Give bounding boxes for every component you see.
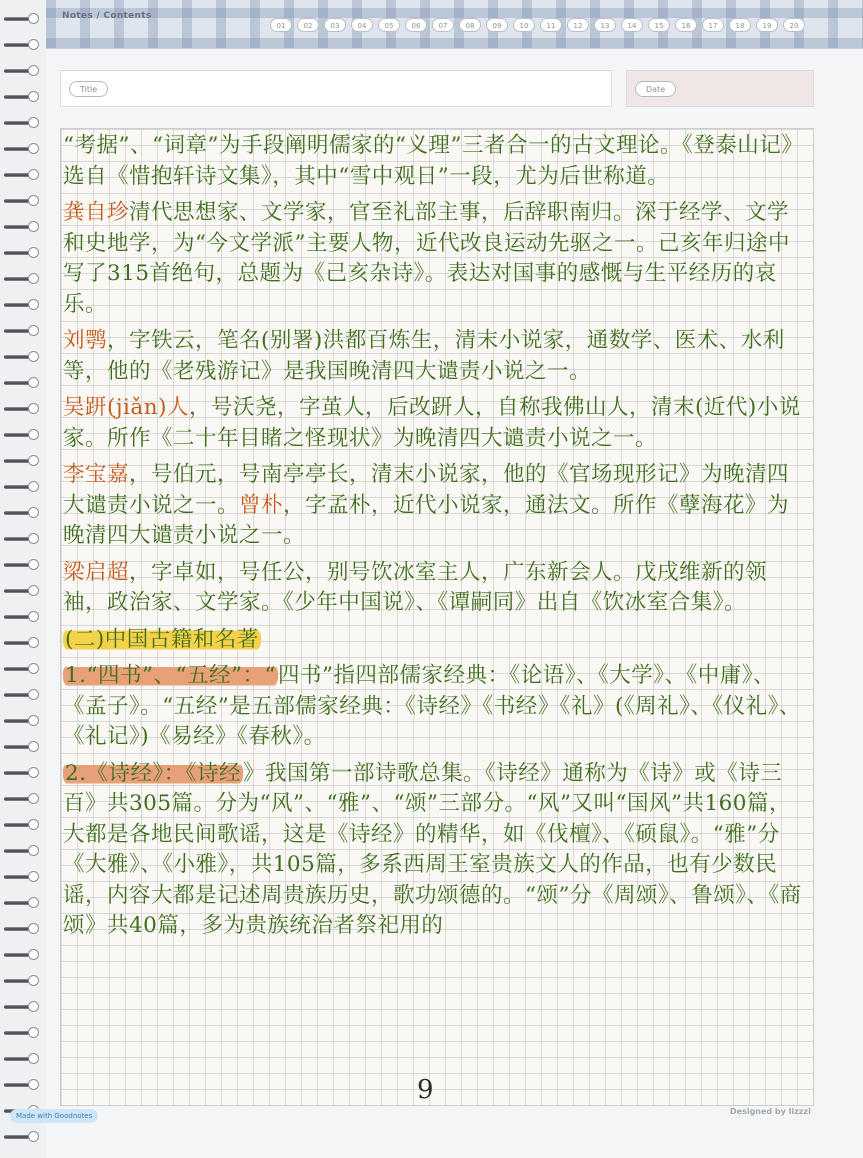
binding-ring bbox=[4, 870, 38, 884]
binding-ring bbox=[4, 896, 38, 910]
binding-ring bbox=[4, 948, 38, 962]
binding-ring bbox=[4, 922, 38, 936]
binding-ring bbox=[4, 584, 38, 598]
author-name: 梁启超 bbox=[63, 559, 130, 585]
binding-ring bbox=[4, 740, 38, 754]
spiral-binding bbox=[0, 0, 48, 1158]
binding-ring bbox=[4, 610, 38, 624]
paragraph-text: 清代思想家、文学家，官至礼部主事，后辞职南归。深于经学、文学和史地学，为“今文学派”主要人物，近代改良运动先驱之一。己亥年归途中写了315首绝句，总题为《己亥杂诗》。表达对国事的感慨与生平经历的哀乐。 bbox=[63, 200, 790, 317]
title-field[interactable] bbox=[60, 70, 612, 107]
page-tab-19[interactable]: 19 bbox=[756, 18, 778, 32]
date-field[interactable] bbox=[626, 70, 814, 107]
paragraph-text: ，字铁云，笔名(别署)洪都百炼生，清末小说家，通数学、医术、水利等，他的《老残游记》是我国晚清四大谴责小说之一。 bbox=[63, 328, 785, 384]
highlighted-heading: 1.“四书”、“五经”：“ bbox=[65, 663, 276, 688]
binding-ring bbox=[4, 402, 38, 416]
binding-ring bbox=[4, 298, 38, 312]
made-with-badge: Made with Goodnotes bbox=[10, 1109, 98, 1123]
page-tab-03[interactable]: 03 bbox=[324, 18, 346, 32]
binding-ring bbox=[4, 272, 38, 286]
notebook-page bbox=[46, 0, 863, 1158]
paragraph-8 bbox=[63, 759, 807, 942]
binding-ring bbox=[4, 64, 38, 78]
binding-ring bbox=[4, 792, 38, 806]
page-tab-11[interactable]: 11 bbox=[540, 18, 562, 32]
page-tab-09[interactable]: 09 bbox=[486, 18, 508, 32]
page-tab-12[interactable]: 12 bbox=[567, 18, 589, 32]
paragraph-text: “考据”、“词章”为手段阐明儒家的“义理”三者合一的古文理论。《登泰山记》选自《惜抱轩诗文集》，其中“雪中观日”一段，尤为后世称道。 bbox=[63, 133, 804, 189]
binding-ring bbox=[4, 480, 38, 494]
binding-ring bbox=[4, 1052, 38, 1066]
binding-ring bbox=[4, 142, 38, 156]
page-tab-05[interactable]: 05 bbox=[378, 18, 400, 32]
paragraph-text: 》我国第一部诗歌总集。《诗经》通称为《诗》或《诗三百》共305篇。分为“风”、“雅”、“颂”三部分。“风”又叫“国风”共160篇，大都是各地民间歌谣，这是《诗经》的精华，如《伐檀》、《硕鼠》。“雅”分《大雅》、《小雅》，共105篇，多系西周王室贵族文人的作品，也有少数民谣，内容大都是记述周贵族历史，歌功颂德的。“颂”分《周颂》、鲁颂》、《商颂》共40篇，多为贵族统治者祭祀用的 bbox=[63, 760, 802, 938]
binding-ring bbox=[4, 12, 38, 26]
binding-ring bbox=[4, 168, 38, 182]
page-tab-10[interactable]: 10 bbox=[513, 18, 535, 32]
date-label: Date bbox=[635, 81, 676, 97]
paragraph-4 bbox=[63, 393, 807, 454]
header-bar bbox=[46, 0, 863, 49]
page-tab-16[interactable]: 16 bbox=[675, 18, 697, 32]
binding-ring bbox=[4, 116, 38, 130]
binding-ring bbox=[4, 714, 38, 728]
breadcrumb[interactable]: Notes / Contents bbox=[62, 11, 152, 21]
handwritten-notes bbox=[61, 131, 807, 948]
author-name: 李宝嘉 bbox=[63, 462, 130, 487]
binding-ring bbox=[4, 818, 38, 832]
binding-ring bbox=[4, 688, 38, 702]
binding-ring bbox=[4, 38, 38, 52]
binding-ring bbox=[4, 662, 38, 676]
paragraph-text: ，字卓如，号任公，别号饮冰室主人，广东新会人。戊戌维新的领袖，政治家、文学家。《少年中国说》、《谭嗣同》出自《饮冰室合集》。 bbox=[63, 559, 768, 615]
binding-ring bbox=[4, 1130, 38, 1144]
highlighted-heading: 2.《诗经》：《诗经 bbox=[65, 760, 242, 786]
binding-ring bbox=[4, 558, 38, 572]
binding-ring bbox=[4, 1000, 38, 1014]
section-title: (二)中国古籍和名著 bbox=[65, 626, 259, 652]
page-tab-08[interactable]: 08 bbox=[459, 18, 481, 32]
binding-ring bbox=[4, 350, 38, 364]
binding-ring bbox=[4, 636, 38, 650]
page-tab-07[interactable]: 07 bbox=[432, 18, 454, 32]
paragraph-text: ，字孟朴，近代小说家，通法文。所作《孽海花》为晚清四大谴责小说之一。 bbox=[63, 492, 790, 548]
binding-ring bbox=[4, 194, 38, 208]
binding-ring bbox=[4, 428, 38, 442]
paragraph-text: ，号伯元，号南亭亭长，清末小说家，他的《官场现形记》为晚清四大谴责小说之一。 bbox=[63, 462, 790, 518]
page-tab-13[interactable]: 13 bbox=[594, 18, 616, 32]
binding-ring bbox=[4, 376, 38, 390]
page-tabs bbox=[270, 18, 805, 32]
page-tab-15[interactable]: 15 bbox=[648, 18, 670, 32]
binding-ring bbox=[4, 220, 38, 234]
paragraph-3 bbox=[63, 326, 807, 387]
binding-ring bbox=[4, 324, 38, 338]
page-tab-14[interactable]: 14 bbox=[621, 18, 643, 32]
paragraph-5 bbox=[63, 460, 807, 552]
binding-ring bbox=[4, 844, 38, 858]
page-tab-04[interactable]: 04 bbox=[351, 18, 373, 32]
title-label: Title bbox=[69, 81, 108, 97]
page-tab-06[interactable]: 06 bbox=[405, 18, 427, 32]
page-number: 9 bbox=[417, 1075, 434, 1105]
binding-ring bbox=[4, 246, 38, 260]
page-tab-01[interactable]: 01 bbox=[270, 18, 292, 32]
binding-ring bbox=[4, 974, 38, 988]
author-name: 龚自珍 bbox=[63, 200, 130, 225]
paragraph-7 bbox=[63, 661, 807, 753]
binding-ring bbox=[4, 1026, 38, 1040]
section-heading bbox=[63, 625, 807, 656]
page-tab-18[interactable]: 18 bbox=[729, 18, 751, 32]
grid-paper bbox=[60, 128, 814, 1106]
binding-ring bbox=[4, 532, 38, 546]
paragraph-2 bbox=[63, 198, 807, 320]
binding-ring bbox=[4, 766, 38, 780]
binding-ring bbox=[4, 90, 38, 104]
page-tab-20[interactable]: 20 bbox=[783, 18, 805, 32]
paragraph-6 bbox=[63, 558, 807, 619]
paragraph-1 bbox=[63, 131, 807, 192]
binding-ring bbox=[4, 1078, 38, 1092]
binding-ring bbox=[4, 454, 38, 468]
author-name: 吴趼(jiǎn)人 bbox=[63, 395, 189, 420]
author-name: 曾朴 bbox=[239, 492, 284, 518]
binding-ring bbox=[4, 506, 38, 520]
page-tab-02[interactable]: 02 bbox=[297, 18, 319, 32]
paragraph-text: 四书”指四部儒家经典：《论语》、《大学》、《中庸》、《孟子》。“五经”是五部儒家经典：《诗经》《书经》《礼》(《周礼》、《仪礼》、《礼记》)《易经》《春秋》。 bbox=[63, 663, 801, 749]
designer-credit: Designed by lizzzi bbox=[730, 1107, 811, 1116]
page-tab-17[interactable]: 17 bbox=[702, 18, 724, 32]
author-name: 刘鹗 bbox=[63, 328, 108, 353]
paragraph-text: ，号沃尧，字茧人，后改趼人，自称我佛山人，清末(近代)小说家。所作《二十年目睹之怪现状》为晚清四大谴责小说之一。 bbox=[63, 395, 801, 451]
